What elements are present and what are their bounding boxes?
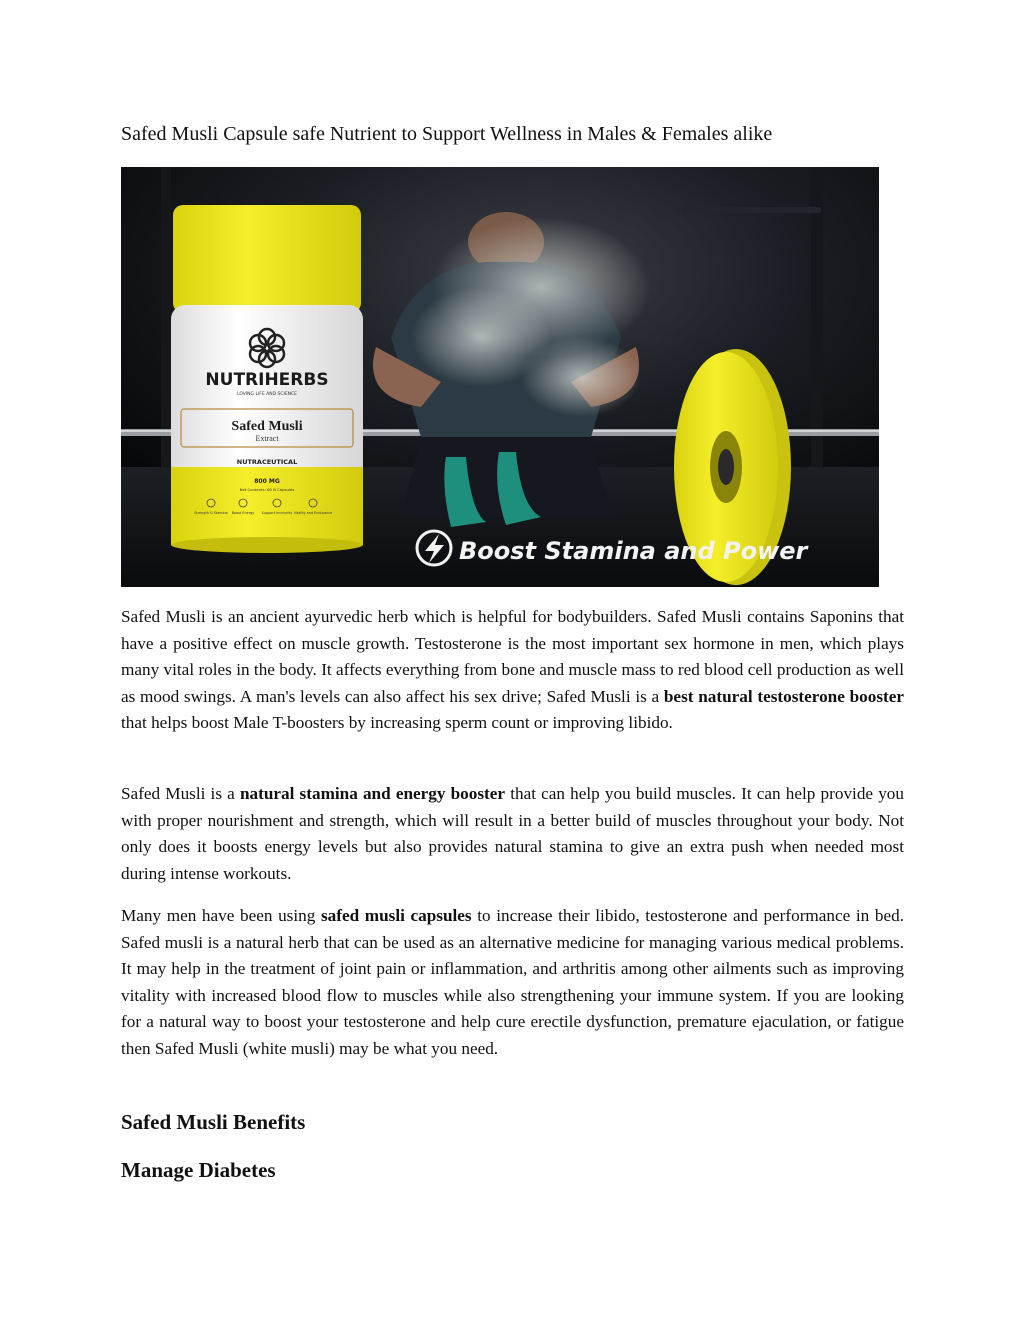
paragraph-1: Safed Musli is an ancient ayurvedic herb which is helpful for bodybuilders. Safed Musli contains Saponins that have a positive effect on muscle growth. Testosterone is the most important sex hormone in men, which plays many vital roles in the body. It affects everything from bone and muscle mass to red blood cell production as well as mood swings. A man's levels can also affect his sex drive; Safed Musli is a best natural testosterone booster that helps boost Male T-boosters by increasing sperm count or improving libido. (121, 607, 905, 732)
bold-phrase: natural stamina and energy booster (239, 784, 506, 803)
feature-label: Vitality and Endurance (293, 511, 333, 515)
section-heading-benefits: Safed Musli Benefits (121, 1110, 306, 1134)
bottle-dose: 800 MG (254, 478, 280, 485)
paragraph-3: Many men have been using safed musli capsules to increase their libido, testosterone and performance in bed. Safed musli is a natural herb that can be used as an alternative medicine for managing various medical problems. It may help in the treatment of joint pain or inflammation, and arthritis among other ailments such as improving vitality with increased blood flow to muscles while also strengthening your immune system. If you are looking for a natural way to boost your testosterone and help cure erectile dysfunction, premature ejaculation, or fatigue then Safed Musli (white musli) may be what you need. (121, 906, 905, 1058)
product-bottle (171, 205, 363, 553)
banner-slogan: Boost Stamina and Power (459, 537, 808, 565)
bottle-product-sub: Extract (255, 434, 279, 443)
bottle-tagline: LOVING LIFE AND SCIENCE (236, 392, 298, 397)
feature-label: Support Immunity (261, 511, 293, 515)
feature-label: Boost Energy (231, 511, 255, 515)
product-banner-image (121, 167, 879, 587)
feature-label: Strength & Stamina (194, 511, 228, 515)
paragraph-2: Safed Musli is a natural stamina and energy booster that can help you build muscles. It can help provide you with proper nourishment and strength, which will result in a better build of muscles throughout your body. Not only does it boosts energy levels but also provides natural stamina to give an extra push when needed most during intense workouts. (121, 784, 904, 883)
bottle-product-name: Safed Musli (231, 419, 303, 434)
bottle-net-contents: Net Contents: 60 N Capsules (239, 487, 295, 492)
bold-phrase: safed musli capsules (320, 906, 472, 925)
page-title: Safed Musli Capsule safe Nutrient to Support Wellness in Males & Females alike (121, 123, 773, 145)
bottle-brand: NUTRIHERBS (205, 370, 329, 390)
bold-phrase: best natural testosterone booster (663, 686, 905, 706)
bottle-category: NUTRACEUTICAL (236, 458, 298, 466)
section-heading-diabetes: Manage Diabetes (121, 1158, 276, 1182)
